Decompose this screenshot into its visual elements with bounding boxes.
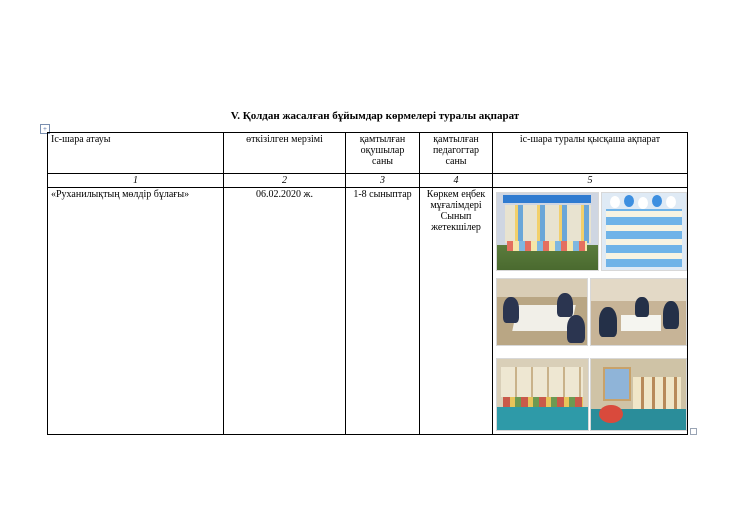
header-date: өткізілген мерзімі (224, 133, 346, 174)
header-event-name: Іс-шара атауы (48, 133, 224, 174)
exhibition-photo (496, 192, 599, 271)
classroom-photo (496, 278, 588, 346)
column-number: 4 (420, 174, 493, 188)
table-resize-handle-icon[interactable] (690, 428, 697, 435)
table-header-row (48, 133, 688, 174)
students-cell: 1-8 сыныптар (346, 188, 420, 435)
report-table (47, 132, 688, 435)
photos-cell (493, 188, 688, 435)
header-teachers: қамтылған педагогтар саны (420, 133, 493, 174)
event-name-cell: «Руханилықтың мөлдір бұлағы» (48, 188, 224, 435)
column-number-row (48, 174, 688, 188)
display-board-photo (601, 192, 687, 271)
header-info: іс-шара туралы қысқаша ақпарат (493, 133, 688, 174)
document-title: V. Қолдан жасалған бұйымдар көрмелері туралы ақпарат (230, 110, 520, 122)
column-number: 1 (48, 174, 224, 188)
column-number: 3 (346, 174, 420, 188)
teachers-cell: Көркем еңбек мұғалімдері Сынып жетекшілер (420, 188, 493, 435)
table-move-handle-icon[interactable]: + (40, 124, 50, 134)
crafts-exhibition-photo (496, 358, 589, 431)
crafts-exhibition-photo (590, 358, 687, 431)
column-number: 5 (493, 174, 688, 188)
table-row (48, 188, 688, 435)
date-cell: 06.02.2020 ж. (224, 188, 346, 435)
header-students: қамтылған оқушылар саны (346, 133, 420, 174)
classroom-photo (590, 278, 687, 346)
column-number: 2 (224, 174, 346, 188)
